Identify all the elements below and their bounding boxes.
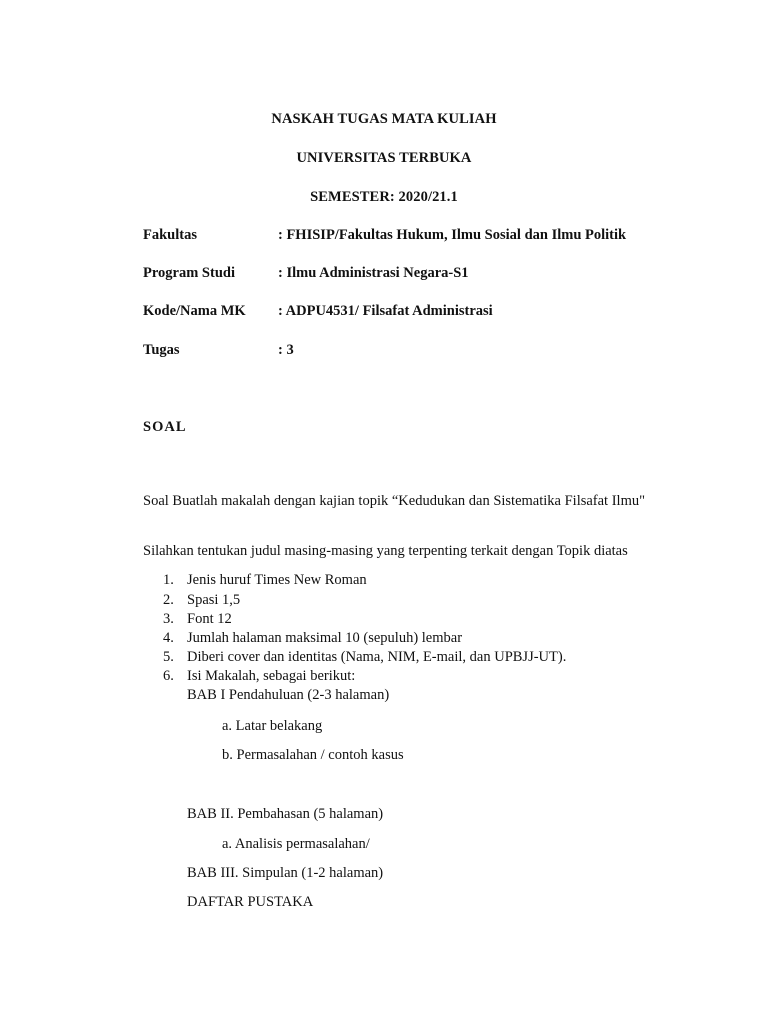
list-item-number: 3. [163,611,174,627]
info-label-kode-mk: Kode/Nama MK [143,303,246,319]
soal-paragraph-topic: Soal Buatlah makalah dengan kajian topik “Kedudukan dan Sistematika Filsafat Ilmu" [143,493,646,509]
list-item-text: Spasi 1,5 [187,592,241,608]
outline-bab-2: BAB II. Pembahasan (5 halaman) [187,806,384,822]
soal-paragraph-instruction: Silahkan tentukan judul masing-masing yang terpenting terkait dengan Topik diatas [143,543,628,559]
list-item-text: Jumlah halaman maksimal 10 (sepuluh) lembar [187,630,463,646]
doc-title: NASKAH TUGAS MATA KULIAH [271,111,497,127]
list-item-number: 4. [163,630,174,646]
info-label-fakultas: Fakultas [143,227,197,243]
outline-bab-2-item-a: a. Analisis permasalahan/ [222,836,370,852]
info-value-tugas: : 3 [278,342,294,358]
outline-bab-3: BAB III. Simpulan (1-2 halaman) [187,865,384,881]
list-item-text: Jenis huruf Times New Roman [187,572,367,588]
semester-line: SEMESTER: 2020/21.1 [310,189,458,205]
list-item-text: Isi Makalah, sebagai berikut: [187,668,356,684]
info-value-fakultas: : FHISIP/Fakultas Hukum, Ilmu Sosial dan Ilmu Politik [278,227,627,243]
outline-bab-1: BAB I Pendahuluan (2-3 halaman) [187,687,390,703]
list-item-number: 2. [163,592,174,608]
outline-daftar-pustaka: DAFTAR PUSTAKA [187,894,314,910]
outline-bab-1-item-b: b. Permasalahan / contoh kasus [222,747,404,763]
info-label-program-studi: Program Studi [143,265,235,281]
info-label-tugas: Tugas [143,342,180,358]
soal-heading: SOAL [143,419,187,435]
list-item-number: 5. [163,649,174,665]
info-value-kode-mk: : ADPU4531/ Filsafat Administrasi [278,303,493,319]
list-item-text: Diberi cover dan identitas (Nama, NIM, E-mail, dan UPBJJ-UT). [187,649,567,665]
list-item-number: 6. [163,668,174,684]
university-name: UNIVERSITAS TERBUKA [296,150,472,166]
list-item-text: Font 12 [187,611,232,627]
info-value-program-studi: : Ilmu Administrasi Negara-S1 [278,265,469,281]
list-item-number: 1. [163,572,174,588]
outline-bab-1-item-a: a. Latar belakang [222,718,323,734]
